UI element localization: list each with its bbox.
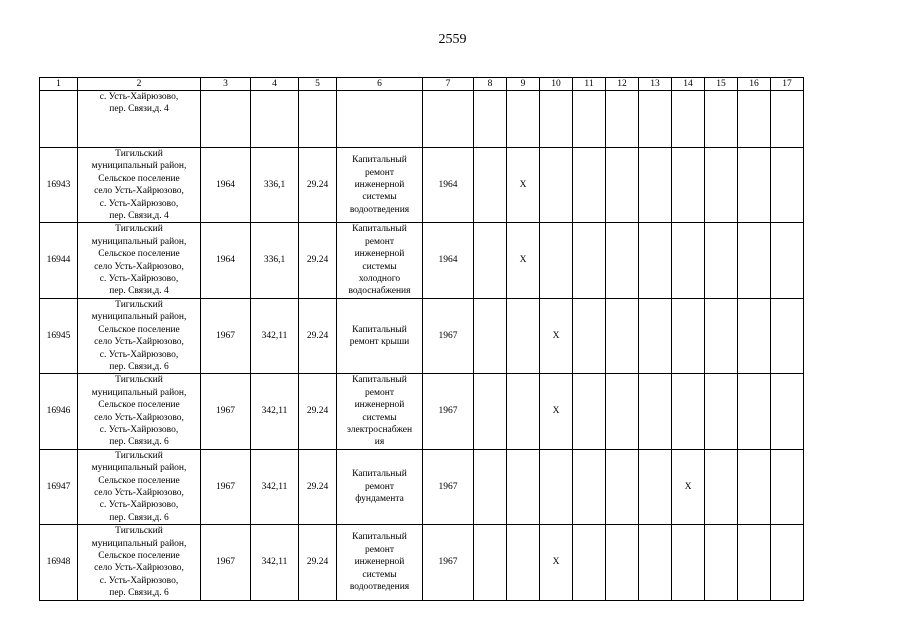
- address-line: село Усть-Хайрюзово,: [94, 487, 184, 498]
- work-type: [337, 449, 423, 524]
- mark-cell: [507, 525, 540, 600]
- address-line: пер. Связи,д. 6: [109, 588, 169, 599]
- year-commissioned: 1964: [423, 148, 474, 223]
- work-line: инженерной: [354, 249, 405, 260]
- mark-cell: [771, 374, 804, 449]
- work-line: электроснабжен: [346, 424, 413, 435]
- mark-cell: X: [540, 374, 573, 449]
- address-line: Тигильский: [115, 299, 163, 310]
- mark-cell: [738, 223, 771, 298]
- column-header: 2: [78, 78, 201, 91]
- table-row: [40, 148, 804, 223]
- work-line: ремонт: [365, 387, 394, 398]
- work-line: Капитальный: [352, 375, 407, 386]
- column-header: 1: [40, 78, 78, 91]
- table-row: [40, 374, 804, 449]
- address-line: пер. Связи,д. 6: [109, 437, 169, 448]
- mark-cell: [705, 223, 738, 298]
- year-built: 1964: [201, 223, 251, 298]
- mark-cell: [606, 223, 639, 298]
- work-line: ремонт крыши: [349, 337, 410, 348]
- mark-cell: [771, 525, 804, 600]
- column-header: 3: [201, 78, 251, 91]
- address-line: Тигильский: [115, 526, 163, 537]
- work-line: Капитальный: [352, 324, 407, 335]
- empty-cell: [507, 91, 540, 148]
- empty-cell: [251, 91, 299, 148]
- address-cell: [78, 148, 201, 223]
- mark-cell: [771, 148, 804, 223]
- work-line: инженерной: [354, 180, 405, 191]
- mark-cell: [573, 148, 606, 223]
- mark-cell: [474, 223, 507, 298]
- mark-cell: [672, 298, 705, 373]
- empty-cell: [423, 91, 474, 148]
- mark-cell: [639, 374, 672, 449]
- work-line: холодного: [358, 274, 401, 285]
- mark-cell: [474, 449, 507, 524]
- rate: 29.24: [299, 298, 337, 373]
- column-header: 4: [251, 78, 299, 91]
- column-header: 9: [507, 78, 540, 91]
- record-id: 16944: [40, 223, 78, 298]
- mark-cell: [606, 148, 639, 223]
- empty-cell: [201, 91, 251, 148]
- address-line: муниципальный район,: [91, 538, 187, 549]
- empty-cell: [540, 91, 573, 148]
- mark-cell: [738, 374, 771, 449]
- address-line: пер. Связи,д. 4: [109, 286, 169, 297]
- empty-cell: [738, 91, 771, 148]
- mark-cell: [705, 148, 738, 223]
- mark-cell: [474, 298, 507, 373]
- mark-cell: [639, 298, 672, 373]
- mark-cell: [540, 223, 573, 298]
- mark-cell: [474, 148, 507, 223]
- mark-cell: [771, 449, 804, 524]
- rate: 29.24: [299, 449, 337, 524]
- column-header: 7: [423, 78, 474, 91]
- empty-cell: [771, 91, 804, 148]
- work-line: фундамента: [355, 494, 404, 505]
- mark-cell: [705, 525, 738, 600]
- area: 342,11: [251, 525, 299, 600]
- address-cell: [78, 298, 201, 373]
- mark-cell: [738, 449, 771, 524]
- work-line: ремонт: [365, 481, 394, 492]
- area: 342,11: [251, 374, 299, 449]
- work-line: водоотведения: [349, 204, 410, 215]
- address-line: село Усть-Хайрюзово,: [94, 412, 184, 423]
- mark-cell: [738, 148, 771, 223]
- column-header: 13: [639, 78, 672, 91]
- work-type: [337, 148, 423, 223]
- table-row: [40, 298, 804, 373]
- mark-cell: [573, 298, 606, 373]
- address-line: с. Усть-Хайрюзово,: [99, 575, 179, 586]
- address-cell: [78, 449, 201, 524]
- address-line: Тигильский: [115, 224, 163, 235]
- mark-cell: [705, 298, 738, 373]
- address-line: с. Усть-Хайрюзово,: [99, 349, 179, 360]
- address-cell: [78, 91, 201, 148]
- mark-cell: [573, 525, 606, 600]
- address-line: село Усть-Хайрюзово,: [94, 261, 184, 272]
- column-header: 12: [606, 78, 639, 91]
- address-line: пер. Связи,д. 4: [109, 211, 169, 222]
- address-line: Сельское поселение: [98, 173, 180, 184]
- work-line: Капитальный: [352, 224, 407, 235]
- work-line: ремонт: [365, 167, 394, 178]
- record-id: 16946: [40, 374, 78, 449]
- page-number: 2559: [438, 32, 467, 47]
- mark-cell: [540, 449, 573, 524]
- column-header: 10: [540, 78, 573, 91]
- work-type: [337, 223, 423, 298]
- mark-cell: [606, 374, 639, 449]
- work-line: ремонт: [365, 544, 394, 555]
- empty-cell: [474, 91, 507, 148]
- address-line: с. Усть-Хайрюзово,: [99, 198, 179, 209]
- empty-cell: [299, 91, 337, 148]
- address-line: Сельское поселение: [98, 475, 180, 486]
- address-line: пер. Связи,д. 4: [109, 104, 169, 115]
- mark-cell: [507, 449, 540, 524]
- empty-cell: [639, 91, 672, 148]
- address-line: Сельское поселение: [98, 324, 180, 335]
- register-table: [39, 77, 804, 601]
- year-commissioned: 1967: [423, 374, 474, 449]
- address-line: Сельское поселение: [98, 249, 180, 260]
- column-header: 6: [337, 78, 423, 91]
- work-line: водоотведения: [349, 582, 410, 593]
- mark-cell: [672, 525, 705, 600]
- column-header: 11: [573, 78, 606, 91]
- address-line: село Усть-Хайрюзово,: [94, 563, 184, 574]
- work-line: Капитальный: [352, 155, 407, 166]
- mark-cell: [474, 374, 507, 449]
- year-built: 1967: [201, 374, 251, 449]
- year-commissioned: 1967: [423, 525, 474, 600]
- empty-cell: [672, 91, 705, 148]
- year-commissioned: 1967: [423, 298, 474, 373]
- mark-cell: [738, 298, 771, 373]
- mark-cell: [474, 525, 507, 600]
- address-line: с. Усть-Хайрюзово,: [99, 500, 179, 511]
- work-line: ия: [374, 437, 385, 448]
- mark-cell: [606, 525, 639, 600]
- address-line: с. Усть-Хайрюзово,: [99, 92, 179, 102]
- mark-cell: [540, 148, 573, 223]
- address-line: Сельское поселение: [98, 551, 180, 561]
- mark-cell: [573, 374, 606, 449]
- rate: 29.24: [299, 525, 337, 600]
- work-line: системы: [362, 569, 397, 580]
- mark-cell: [705, 374, 738, 449]
- year-built: 1967: [201, 525, 251, 600]
- area: 342,11: [251, 298, 299, 373]
- mark-cell: [672, 148, 705, 223]
- work-line: водоснабжения: [348, 286, 411, 297]
- year-commissioned: 1964: [423, 223, 474, 298]
- work-line: Капитальный: [352, 469, 407, 480]
- year-built: 1964: [201, 148, 251, 223]
- record-id: 16948: [40, 525, 78, 600]
- empty-cell: [705, 91, 738, 148]
- mark-cell: [738, 525, 771, 600]
- column-header: 17: [771, 78, 804, 91]
- area: 336,1: [251, 148, 299, 223]
- mark-cell: [507, 298, 540, 373]
- work-type: [337, 525, 423, 600]
- address-line: муниципальный район,: [91, 463, 187, 474]
- work-line: ремонт: [365, 236, 394, 247]
- mark-cell: [573, 449, 606, 524]
- empty-cell: [337, 91, 423, 148]
- column-header: 8: [474, 78, 507, 91]
- mark-cell: [639, 223, 672, 298]
- address-line: муниципальный район,: [91, 312, 187, 323]
- area: 342,11: [251, 449, 299, 524]
- mark-cell: [639, 525, 672, 600]
- work-line: Капитальный: [352, 532, 407, 543]
- address-line: пер. Связи,д. 6: [109, 512, 169, 523]
- record-id: 16943: [40, 148, 78, 223]
- address-line: Сельское поселение: [98, 400, 180, 411]
- mark-cell: [771, 223, 804, 298]
- area: 336,1: [251, 223, 299, 298]
- mark-cell: [705, 449, 738, 524]
- column-header: 14: [672, 78, 705, 91]
- record-id: 16945: [40, 298, 78, 373]
- address-line: муниципальный район,: [91, 387, 187, 398]
- address-line: село Усть-Хайрюзово,: [94, 337, 184, 348]
- empty-cell: [606, 91, 639, 148]
- mark-cell: [573, 223, 606, 298]
- address-cell: [78, 525, 201, 600]
- empty-cell: [40, 91, 78, 148]
- address-line: Тигильский: [115, 149, 163, 159]
- mark-cell: [639, 148, 672, 223]
- empty-cell: [573, 91, 606, 148]
- address-line: муниципальный район,: [91, 161, 187, 172]
- address-line: с. Усть-Хайрюзово,: [99, 424, 179, 435]
- address-cell: [78, 223, 201, 298]
- rate: 29.24: [299, 374, 337, 449]
- mark-cell: X: [672, 449, 705, 524]
- mark-cell: [672, 374, 705, 449]
- work-line: инженерной: [354, 400, 405, 411]
- header-row: [40, 78, 804, 91]
- address-cell: [78, 374, 201, 449]
- address-line: Тигильский: [115, 450, 163, 461]
- rate: 29.24: [299, 148, 337, 223]
- table-row: [40, 449, 804, 524]
- address-line: пер. Связи,д. 6: [109, 361, 169, 372]
- mark-cell: X: [540, 298, 573, 373]
- work-line: системы: [362, 412, 397, 423]
- mark-cell: X: [507, 148, 540, 223]
- work-line: инженерной: [354, 557, 405, 568]
- column-header: 5: [299, 78, 337, 91]
- continuation-row: [40, 91, 804, 148]
- rate: 29.24: [299, 223, 337, 298]
- mark-cell: [507, 374, 540, 449]
- mark-cell: [639, 449, 672, 524]
- address-line: Тигильский: [115, 375, 163, 386]
- year-commissioned: 1967: [423, 449, 474, 524]
- year-built: 1967: [201, 449, 251, 524]
- column-header: 15: [705, 78, 738, 91]
- work-line: системы: [362, 192, 397, 203]
- column-header: 16: [738, 78, 771, 91]
- mark-cell: [771, 298, 804, 373]
- mark-cell: [672, 223, 705, 298]
- record-id: 16947: [40, 449, 78, 524]
- table-row: [40, 525, 804, 600]
- mark-cell: [606, 449, 639, 524]
- work-type: [337, 298, 423, 373]
- address-line: с. Усть-Хайрюзово,: [99, 274, 179, 285]
- address-line: село Усть-Хайрюзово,: [94, 186, 184, 197]
- table-row: [40, 223, 804, 298]
- address-line: муниципальный район,: [91, 236, 187, 247]
- mark-cell: [606, 298, 639, 373]
- mark-cell: X: [507, 223, 540, 298]
- year-built: 1967: [201, 298, 251, 373]
- work-line: системы: [362, 261, 397, 272]
- work-type: [337, 374, 423, 449]
- mark-cell: X: [540, 525, 573, 600]
